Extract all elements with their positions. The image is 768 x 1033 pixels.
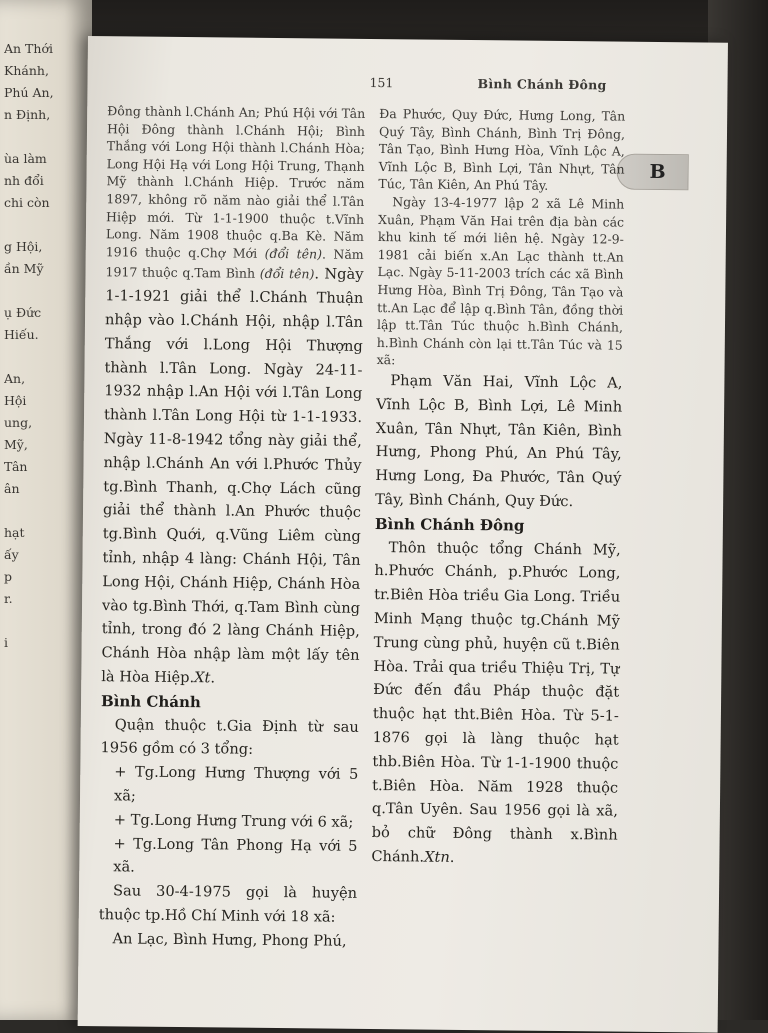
section-heading-binh-chanh: Bình Chánh [100, 691, 201, 711]
intro-text: Đông thành l.Chánh An; Phú Hội với Tân Hội Đông thành l.Chánh Hội; Bình Thắng với Long Hội thành l.Chánh Hòa; Long Hội Hạ với Long Hội Trung, Thạnh Mỹ thành l.Chánh Hiệp. Trước năm 1897, không rõ năm nào giải thể l.Tân Hiệp mới. Từ 1-1-1900 thuộc t.Vĩnh Long. Năm 1908 thuộc q.Ba Kè. Năm 1916 thuộc q.Chợ Mới [105, 103, 366, 261]
section-text: Thôn thuộc tổng Chánh Mỹ, h.Phước Chánh, p.Phước Long, tr.Biên Hòa triều Gia Long. Triều Minh Mạng thuộc tg.Chánh Mỹ Trung cùng phủ, huyện cũ t.Biên Hòa. Trải qua triều Thiệu Trị, Tự Đức đến đầu Pháp thuộc đặt thuộc hạt tht.Biên Hòa. Từ 5-1-1876 gọi là làng thuộc hạt thb.Biên Hòa. Từ 1-1-1900 thuộc t.Biên Hòa. Năm 1928 thuộc q.Tân Uyên. Sau 1956 gọi là xã, bỏ chữ Đông thành x.Bình Chánh. [371, 538, 621, 866]
left-page-fragment: Hội [4, 393, 27, 408]
book-page [78, 36, 728, 1033]
author-initials: Xt [194, 669, 211, 687]
page-number: 151 [369, 74, 394, 91]
left-page-fragment: n Định, [4, 107, 51, 122]
thumb-index-tab [616, 154, 688, 191]
left-page-fragment: ùa làm [4, 151, 47, 166]
left-page-fragment: An, [4, 371, 26, 386]
intro-paragraph: Đông thành l.Chánh An; Phú Hội với Tân Hội Đông thành l.Chánh Hội; Bình Thắng với Long Hội thành l.Chánh Hòa; Long Hội Hạ với Long Hội Trung, Thạnh Mỹ thành l.Chánh Hiệp. Trước năm 1897, không rõ năm nào giải thể l.Tân Hiệp mới. Từ 1-1-1900 thuộc t.Vĩnh Long. Năm 1908 thuộc q.Ba Kè. Năm 1916 thuộc q.Chợ Mới (đổi tên). Năm 1917 thuộc q.Tam Bình (đổi tên). Ngày 1-1-1921 giải thể l.Chánh Thuận nhập vào l.Chánh Hội, nhập l.Tân Thắng với l.Long Hội Thượng thành l.Tân Long. Ngày 24-11-1932 nhập l.An Hội với l.Tân Long thành l.Tân Long Hội từ 1-1-1933. Ngày 11-8-1942 tổng này giải thể, nhập l.Chánh An với l.Phước Thủy tg.Bình Thanh, q.Chợ Lách cũng giải thể thành l.An Phước thuộc tg.Bình Quới, q.Vũng Liêm cùng tỉnh, nhập 4 làng: Chánh Hội, Tân Long Hội, Chánh Hiệp, Chánh Hòa vào tg.Bình Thới, q.Tam Bình cùng tỉnh, trong đó 2 làng Chánh Hiệp, Chánh Hòa nhập làm một lấy tên là Hòa Hiệp.Xt. [101, 103, 366, 687]
intro-italic-note-2: (đổi tên) [259, 266, 315, 282]
list-item: + Tg.Long Hưng Thượng với 5 xã; [113, 763, 359, 805]
left-column [98, 102, 365, 953]
continued-list: Đa Phước, Quy Đức, Hưng Long, Tân Quý Tây, Bình Chánh, Bình Trị Đông, Tân Tạo, Bình Hưng Hòa, Vĩnh Lộc A, Vĩnh Lộc B, Bình Lợi, Tân Nhựt, Tân Túc, Tân Kiên, An Phú Tây. [378, 106, 626, 194]
left-page-fragment: i [4, 635, 8, 650]
left-page-fragment: ụ Đức [4, 305, 42, 320]
left-page-fragment: ấy [4, 547, 19, 562]
section-paragraph-dong [371, 536, 620, 872]
left-page-fragment: p [4, 569, 13, 584]
left-page-fragment: chi còn [4, 195, 50, 210]
intro-text-rest: . Ngày 1-1-1921 giải thể l.Chánh Thuận nhập vào l.Chánh Hội, nhập l.Tân Thắng với l.Long Hội Thượng thành l.Tân Long. Ngày 24-11-1932 nhập l.An Hội với l.Tân Long thành l.Tân Long Hội từ 1-1-1933. Ngày 11-8-1942 tổng này giải thể, nhập l.Chánh An với l.Phước Thủy tg.Bình Thanh, q.Chợ Lách cũng giải thể thành l.An Phước thuộc tg.Bình Quới, q.Vũng Liêm cùng tỉnh, nhập 4 làng: Chánh Hội, Tân Long Hội, Chánh Hiệp, Chánh Hòa vào tg.Bình Thới, q.Tam Bình cùng tỉnh, trong đó 2 làng Chánh Hiệp, Chánh Hòa nhập làm một lấy tên là Hòa Hiệp. [101, 265, 364, 687]
section-heading-binh-chanh-dong: Bình Chánh Đông [374, 514, 525, 535]
left-page-fragment: Khánh, [4, 63, 49, 78]
intro-text-mid: . Năm 1917 thuộc q.Tam Bình [105, 246, 364, 282]
page-header [107, 72, 667, 100]
left-page-fragment: ung, [4, 415, 33, 430]
author-initials: Xtn [424, 848, 450, 866]
list-item: + Tg.Long Tân Phong Hạ với 5 xã. [113, 834, 358, 877]
after-paragraph: Sau 30-4-1975 gọi là huyện thuộc tp.Hồ Chí Minh với 18 xã: [98, 882, 358, 926]
left-page-fragment: Phú An, [4, 85, 54, 100]
left-page-fragment: An Thới [4, 41, 53, 56]
intro-italic-note: (đổi tên) [264, 245, 323, 262]
left-page-fragment: Mỹ, [4, 437, 28, 452]
left-page-fragment: hạt [4, 525, 25, 540]
commune-list-15: Phạm Văn Hai, Vĩnh Lộc A, Vĩnh Lộc B, Bình Lợi, Lê Minh Xuân, Tân Nhựt, Tân Kiên, Bình Hưng, Phong Phú, An Phú Tây, Hưng Long, Đa Phước, Tân Quý Tây, Bình Chánh, Quy Đức. [375, 372, 623, 510]
left-page-fragment: Hiếu. [4, 327, 39, 342]
thumb-tab-letter: B [649, 160, 666, 184]
commune-list: An Lạc, Bình Hưng, Phong Phú, [112, 930, 347, 950]
left-page-fragment: g Hội, [4, 239, 43, 254]
section-paragraph: Quận thuộc t.Gia Định từ sau 1956 gồm có 3 tổng: [100, 716, 359, 759]
author-suffix: . [449, 848, 455, 866]
running-head: Bình Chánh Đông [477, 76, 607, 93]
right-column [371, 105, 625, 871]
left-page-fragment: r. [4, 591, 13, 606]
paragraph-1977: Ngày 13-4-1977 lập 2 xã Lê Minh Xuân, Phạm Văn Hai trên địa bàn các khu kinh tế mới liên hệ. Ngày 12-9-1981 cải biến x.An Lạc thành tt.An Lạc. Ngày 5-11-2003 trích các xã Bình Hưng Hòa, Bình Trị Đông, Tân Tạo và tt.An Lạc để lập q.Bình Tân, đồng thời lập tt.Tân Túc thuộc h.Bình Chánh, h.Bình Chánh còn lại tt.Tân Túc và 15 xã: [376, 194, 625, 368]
left-page-fragment: nh đổi [4, 173, 44, 188]
left-page-fragment: Tân [4, 459, 28, 474]
left-page-fragment: ân [4, 481, 20, 496]
left-facing-page [0, 0, 92, 1020]
left-page-fragment: ần Mỹ [4, 261, 44, 276]
list-item: + Tg.Long Hưng Trung với 6 xã; [113, 811, 354, 831]
